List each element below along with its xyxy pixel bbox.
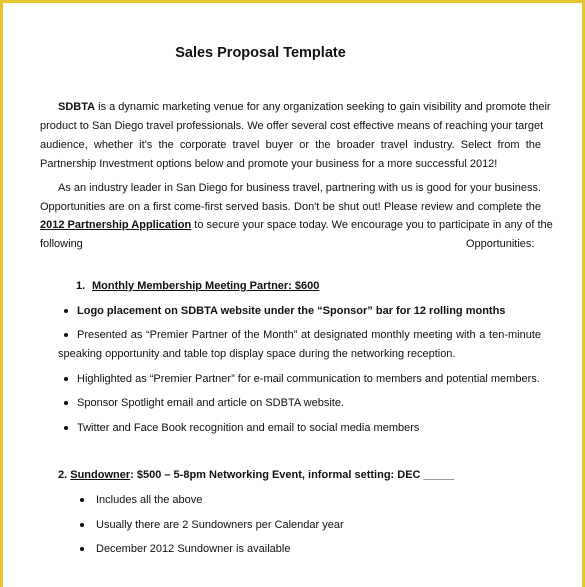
section2-heading-text: : $500 – 5-8pm Networking Event, informal setting: DEC _____ — [130, 469, 455, 481]
bullet-icon — [80, 547, 84, 551]
section1-bullet3: Highlighted as “Premier Partner” for e-mail communication to members and potential members. — [77, 373, 540, 385]
bullet-icon — [80, 523, 84, 527]
intro-p2-line3 — [40, 218, 553, 232]
intro-p1-line2: product to San Diego travel professionals. We offer several cost effective means of reaching your target — [40, 120, 544, 132]
intro-p2-line4a: following — [40, 238, 83, 250]
document-title: Sales Proposal Template — [175, 45, 346, 61]
bullet-icon — [64, 333, 68, 337]
intro-p2-line2: Opportunities are on a first come-first served basis. Don't be shut out! Please review and complete the — [40, 201, 541, 213]
section1-number: 1. — [76, 280, 86, 292]
section1-bullet2-line2: speaking opportunity and table top display space during the networking reception. — [58, 348, 456, 360]
section1-bullet2-line1: Presented as “Premier Partner of the Month” at designated monthly meeting with a ten-minute — [77, 329, 541, 341]
section2-number: 2. — [58, 469, 68, 481]
intro-p1-line1 — [58, 100, 551, 114]
section1-heading: Monthly Membership Meeting Partner: $600 — [92, 280, 320, 292]
section1-bullet1: Logo placement on SDBTA website under the “Sponsor” bar for 12 rolling months — [77, 305, 506, 317]
bullet-icon — [64, 401, 68, 405]
bullet-icon — [80, 498, 84, 502]
bullet-icon — [64, 377, 68, 381]
intro-p1-line4: Partnership Investment options below and promote your business for a more successful 2012! — [40, 158, 498, 170]
section1-bullet5: Twitter and Face Book recognition and email to social media members — [77, 422, 420, 434]
section2-heading — [58, 468, 454, 482]
section1-bullet4: Sponsor Spotlight email and article on SDBTA website. — [77, 397, 344, 409]
section2-bullet1: Includes all the above — [96, 494, 203, 506]
bullet-icon — [64, 309, 68, 313]
intro-p1-line3: audience, whether it's the corporate travel buyer or the broader travel industry. Select from the — [40, 139, 541, 151]
section2-bullet2: Usually there are 2 Sundowners per Calendar year — [96, 519, 344, 531]
intro-p2-line4b: Opportunities: — [466, 238, 535, 250]
partnership-application-link[interactable]: 2012 Partnership Application — [40, 219, 192, 231]
intro-p1-line1-text: is a dynamic marketing venue for any organization seeking to gain visibility and promote their — [95, 101, 551, 113]
intro-p2-line3-text: to secure your space today. We encourage you to participate in any of the — [191, 219, 553, 231]
sdbta-bold: SDBTA — [58, 101, 96, 113]
section2-heading-label: Sundowner — [70, 469, 131, 481]
intro-p2-line1: As an industry leader in San Diego for business travel, partnering with us is good for your business. — [58, 182, 542, 194]
bullet-icon — [64, 426, 68, 430]
section2-bullet3: December 2012 Sundowner is available — [96, 543, 291, 555]
document-page — [3, 3, 582, 587]
